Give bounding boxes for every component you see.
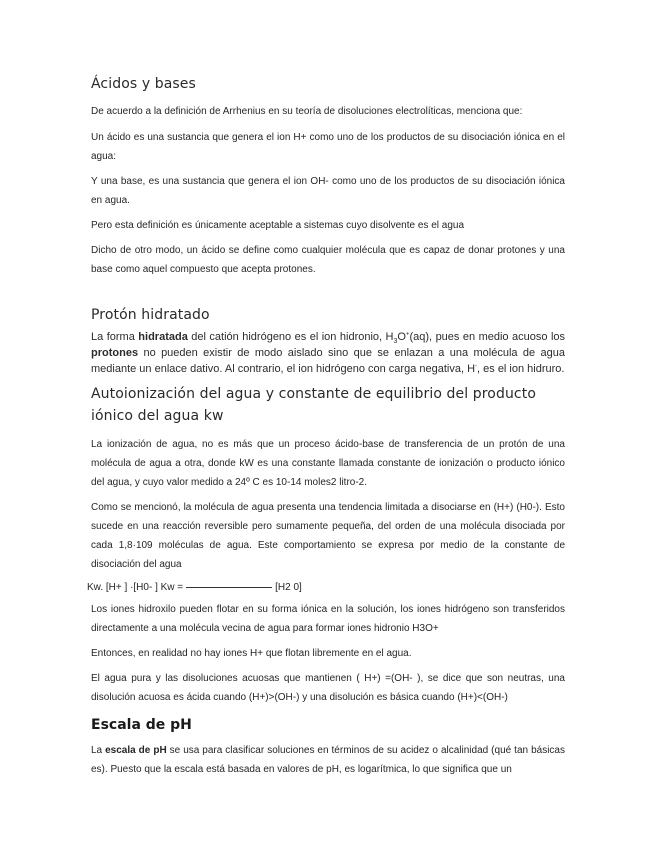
formula-left: Kw. [H+ ] ·[H0- ] Kw = xyxy=(87,582,184,593)
paragraph-proton xyxy=(91,329,565,377)
text-run: del catión hidrógeno es el ion hidronio, H xyxy=(187,331,394,343)
text-run: (aq), pues en medio acuoso los xyxy=(409,331,566,343)
paragraph: Entonces, en realidad no hay iones H+ que flotan libremente en el agua. xyxy=(91,648,412,659)
paragraph-escala xyxy=(91,741,565,779)
paragraph: El agua pura y las disoluciones acuosas que mantienen ( H+) =(OH- ), se dice que son neutras, una disolución acuosa es ácida cuando (H+)>(OH-) y una disolución es básica cuando (H+)<(OH-) xyxy=(91,673,565,703)
paragraph: Como se mencionó, la molécula de agua presenta una tendencia limitada a disociarse en (H+) (H0-). Esto sucede en una reacción reversible pero sumamente pequeña, del orden de una molécula disociada por cada 1,8·109 moléculas de agua. Este comportamiento se expresa por medio de la constante de disociación del agua xyxy=(91,502,565,570)
formula-right: [H2 0] xyxy=(275,582,302,593)
paragraph: Los iones hidroxilo pueden flotar en su forma iónica en la solución, los iones hidrógeno son transferidos directamente a una molécula vecina de agua para formar iones hidronio H3O+ xyxy=(91,604,565,634)
paragraph: Y una base, es una sustancia que genera el ion OH- como uno de los productos de su disociación iónica en agua. xyxy=(91,176,565,206)
text-run: La forma xyxy=(91,331,139,343)
heading-escala-ph: Escala de pH xyxy=(91,717,192,733)
subscript: 3 xyxy=(393,338,398,346)
heading-acidos-bases: Ácidos y bases xyxy=(91,76,196,92)
kw-formula xyxy=(87,582,565,593)
paragraph: De acuerdo a la definición de Arrhenius en su teoría de disoluciones electrolíticas, menciona que: xyxy=(91,106,523,117)
heading-proton-hidratado: Protón hidratado xyxy=(91,307,210,323)
text-run: La xyxy=(91,745,106,756)
paragraph: La ionización de agua, no es más que un proceso ácido-base de transferencia de un protón de una molécula de agua a otra, donde kW es una constante llamada constante de ionización o producto iónico del agua, y cuyo valor medido a 24º C es 10-14 moles2 litro-2. xyxy=(91,439,565,488)
text-run: no pueden existir de modo aislado sino que se enlazan a una molécula de agua mediante un enlace dativo. Al contrario, el ion hidrógeno con carga negativa, H xyxy=(91,347,565,375)
bold-term: escala de pH xyxy=(105,745,167,756)
bold-term: hidratada xyxy=(138,331,188,343)
text-run: , es el ion hidruro. xyxy=(477,363,565,375)
paragraph: Pero esta definición es únicamente aceptable a sistemas cuyo disolvente es el agua xyxy=(91,220,465,231)
bold-term: protones xyxy=(91,347,139,359)
fraction-line xyxy=(186,587,272,588)
document-page xyxy=(87,72,566,779)
text-run: se usa para clasificar soluciones en términos de su acidez o alcalinidad (qué tan básicas es). Puesto que la escala está basada en valores de pH, es logarítmica, lo que significa que un xyxy=(91,745,565,775)
paragraph: Dicho de otro modo, un ácido se define como cualquier molécula que es capaz de donar protones y una base como aquel compuesto que acepta protones. xyxy=(91,245,565,275)
superscript: + xyxy=(405,331,410,338)
superscript: - xyxy=(475,363,478,370)
heading-autoionizacion: Autoionización del agua y constante de equilibrio del producto iónico del agua kw xyxy=(91,386,536,424)
text-run: O xyxy=(397,331,406,343)
paragraph: Un ácido es una sustancia que genera el ion H+ como uno de los productos de su disociación iónica en el agua: xyxy=(91,132,565,162)
